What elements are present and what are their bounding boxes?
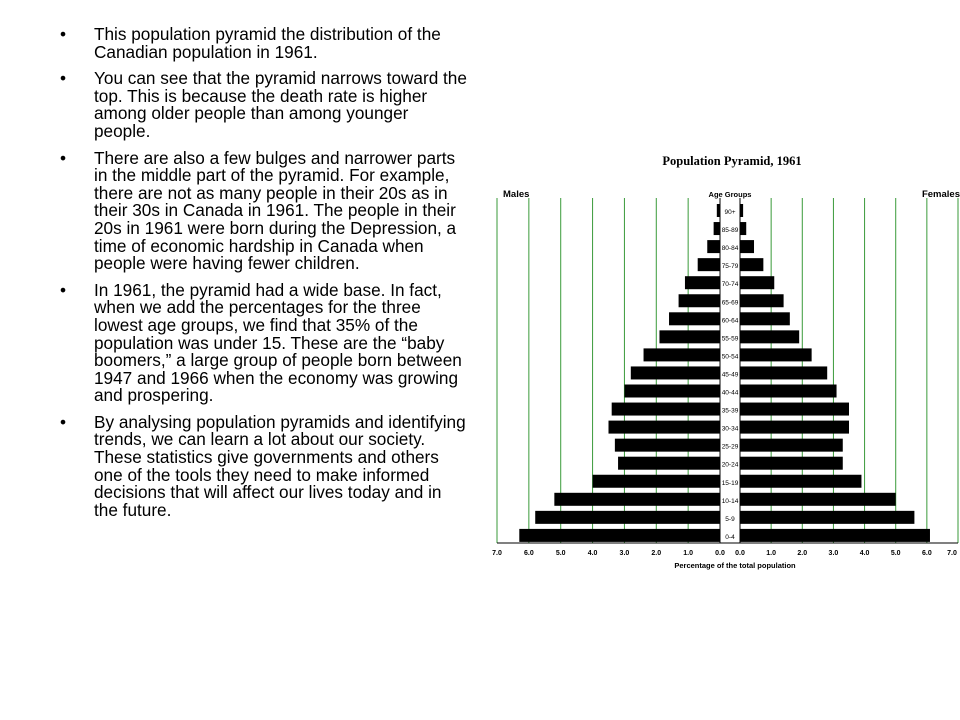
x-tick-label: 7.0 xyxy=(947,550,957,557)
bullet-dot: • xyxy=(60,68,67,89)
bullet-text: There are also a few bulges and narrower parts in the middle part of the pyramid. For example, there are not as many people in their 20s as in their 30s in Canada in 1961. The people in their 20s in 1961 were born during the Depression, a time of economic hardship in Canada when people were having fewer children. xyxy=(94,147,457,274)
bullet-text: By analysing population pyramids and identifying trends, we can learn a lot about our society. These statistics give governments and others one of the tools they need to make informed decisions that will affect our lives today and in the future. xyxy=(94,411,466,520)
x-tick-label: 6.0 xyxy=(921,550,932,557)
x-tick-label: 2.0 xyxy=(651,550,662,557)
females-label: Females xyxy=(921,189,960,200)
female-bar xyxy=(740,204,743,217)
female-bar xyxy=(740,276,774,289)
female-bar xyxy=(740,421,849,434)
female-bar xyxy=(740,475,861,488)
bullet-item xyxy=(60,279,468,406)
age-group-label: 55-59 xyxy=(721,335,739,343)
male-bar xyxy=(685,276,720,289)
x-ticks xyxy=(492,550,957,557)
age-group-label: 90+ xyxy=(724,209,736,216)
age-group-label: 65-69 xyxy=(721,299,739,307)
female-bar xyxy=(740,439,843,452)
age-group-label: 10-14 xyxy=(721,497,739,505)
male-bar xyxy=(609,421,721,434)
age-group-label: 70-74 xyxy=(721,281,739,289)
age-group-label: 45-49 xyxy=(721,371,739,379)
x-tick-label: 1.0 xyxy=(766,550,777,557)
x-tick-label: 4.0 xyxy=(587,550,598,557)
female-bar xyxy=(740,348,812,361)
x-tick-label: 0.0 xyxy=(735,550,745,557)
male-bar xyxy=(624,385,720,398)
x-tick-label: 6.0 xyxy=(523,550,534,557)
x-tick-label: 0.0 xyxy=(715,550,725,557)
male-bar xyxy=(615,439,720,452)
female-bar xyxy=(740,511,914,524)
age-group-label: 0-4 xyxy=(725,533,735,541)
male-bar xyxy=(669,312,720,325)
bullet-dot: • xyxy=(60,279,67,300)
male-bar xyxy=(679,294,720,307)
bullet-text: This population pyramid the distribution of the Canadian population in 1961. xyxy=(94,24,441,62)
age-group-label: 35-39 xyxy=(721,407,739,415)
age-group-label: 80-84 xyxy=(721,245,739,253)
males-label: Males xyxy=(503,189,530,200)
age-group-label: 40-44 xyxy=(721,389,739,397)
x-tick-label: 3.0 xyxy=(828,550,839,557)
x-tick-label: 5.0 xyxy=(555,550,566,557)
female-bar xyxy=(740,330,799,343)
bullet-dot: • xyxy=(60,24,67,44)
male-bar xyxy=(554,493,720,506)
x-tick-label: 2.0 xyxy=(797,550,808,557)
female-bar xyxy=(740,222,746,235)
x-tick-label: 5.0 xyxy=(890,550,901,557)
male-bar xyxy=(593,475,720,488)
age-group-label: 15-19 xyxy=(721,479,739,487)
x-tick-label: 7.0 xyxy=(492,550,502,557)
male-bar xyxy=(707,240,720,253)
age-group-label: 50-54 xyxy=(721,353,739,361)
age-group-label: 20-24 xyxy=(721,461,739,469)
male-bar xyxy=(612,403,720,416)
male-bar xyxy=(659,330,720,343)
female-bar xyxy=(740,493,896,506)
age-group-label: 75-79 xyxy=(721,263,739,271)
male-bar xyxy=(631,366,720,379)
bullet-dot: • xyxy=(60,147,67,168)
bullet-item xyxy=(60,411,468,520)
bullet-item xyxy=(60,70,468,140)
age-groups-header: Age Groups xyxy=(708,190,752,199)
bullet-item xyxy=(60,147,468,274)
female-bar xyxy=(740,529,930,542)
bullet-item xyxy=(60,26,468,61)
age-group-label: 85-89 xyxy=(721,227,739,235)
female-bar xyxy=(740,457,843,470)
male-bar xyxy=(535,511,720,524)
female-bar xyxy=(740,240,754,253)
population-pyramid-chart xyxy=(486,148,960,578)
female-bar xyxy=(740,403,849,416)
age-group-label: 60-64 xyxy=(721,317,739,325)
age-group-label: 25-29 xyxy=(721,443,739,451)
male-bar xyxy=(618,457,720,470)
female-bar xyxy=(740,258,763,271)
male-bar xyxy=(714,222,720,235)
bullet-text: In 1961, the pyramid had a wide base. In fact, when we add the percentages for the three lowest age groups, we find that 35% of the population was under 15. These are the “baby boomers,” a large group of people born between 1947 and 1966 when the economy was growing and prospering. xyxy=(94,279,462,406)
bullet-text: You can see that the pyramid narrows toward the top. This is because the death rate is higher among older people than among younger people. xyxy=(94,68,467,141)
x-tick-label: 1.0 xyxy=(683,550,694,557)
bullet-list xyxy=(60,26,468,528)
age-group-label: 30-34 xyxy=(721,425,739,433)
bullet-dot: • xyxy=(60,411,67,432)
male-bar xyxy=(698,258,720,271)
chart-title: Population Pyramid, 1961 xyxy=(662,154,802,168)
x-tick-label: 4.0 xyxy=(859,550,870,557)
female-bar xyxy=(740,312,790,325)
male-bar xyxy=(644,348,720,361)
age-group-label: 5-9 xyxy=(725,515,735,523)
female-bar xyxy=(740,366,827,379)
x-tick-label: 3.0 xyxy=(619,550,630,557)
female-bar xyxy=(740,294,784,307)
female-bar xyxy=(740,385,837,398)
x-axis-title: Percentage of the total population xyxy=(674,561,796,570)
male-bar xyxy=(717,204,720,217)
age-labels xyxy=(722,209,739,541)
male-bar xyxy=(519,529,720,542)
